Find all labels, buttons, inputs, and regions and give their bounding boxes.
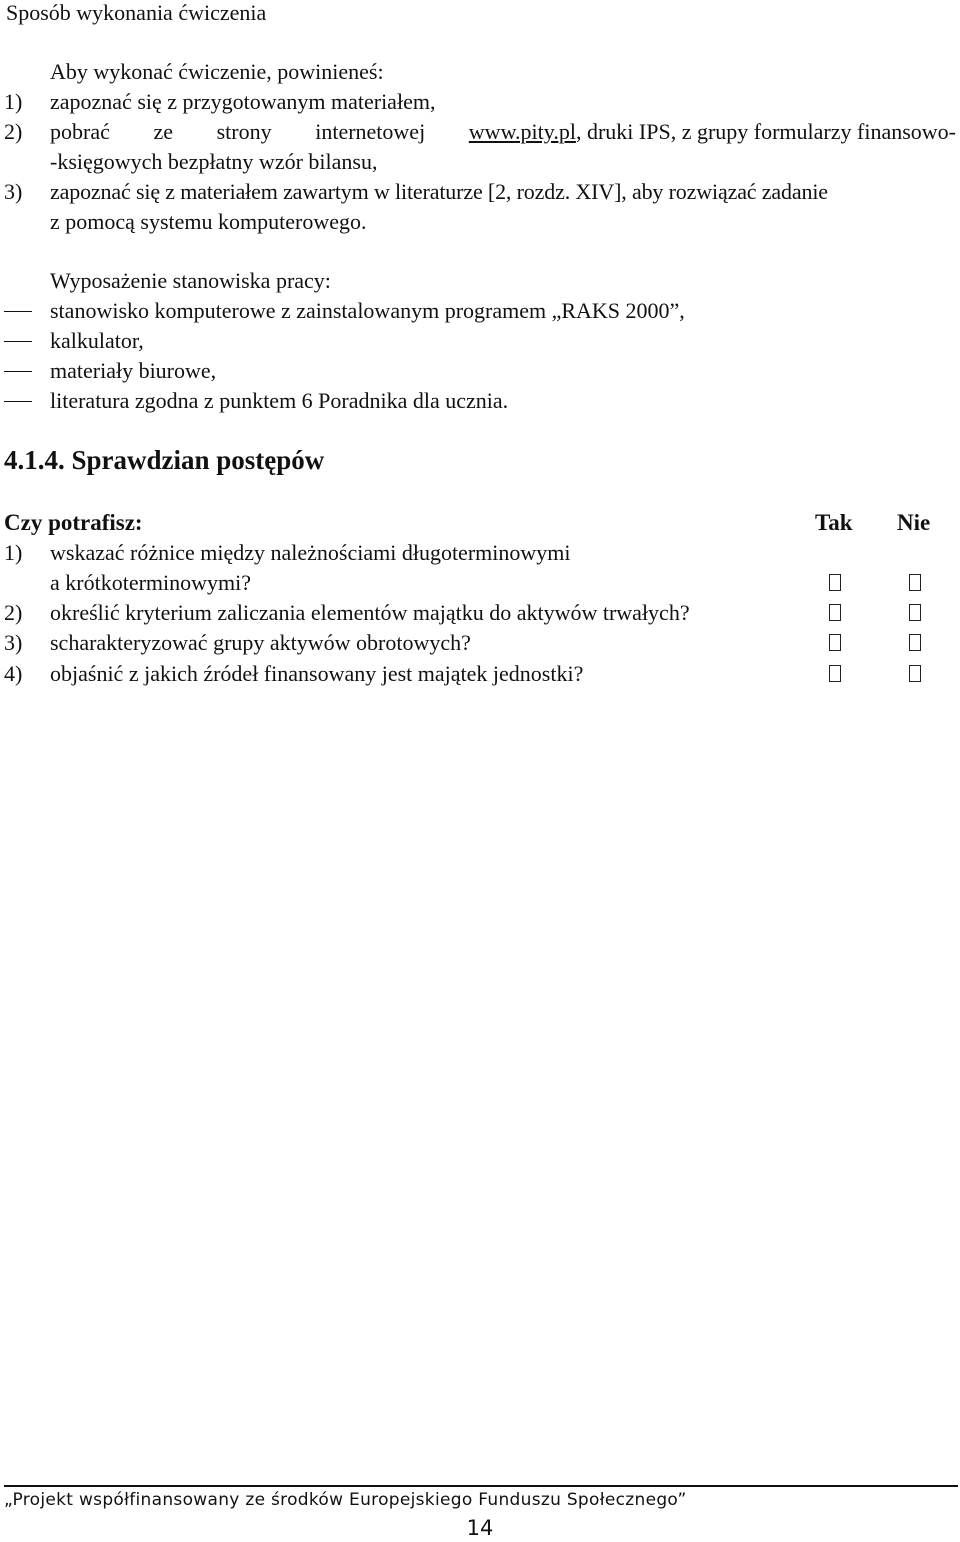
instructions-intro: Aby wykonać ćwiczenie, powinieneś: <box>50 59 384 84</box>
dash-bullet <box>4 401 32 402</box>
question-number: 1) <box>4 540 23 565</box>
step-number: 1) <box>4 89 23 114</box>
question-number: 2) <box>4 600 23 625</box>
equipment-item: materiały biurowe, <box>50 358 217 383</box>
equipment-item: literatura zgodna z punktem 6 Poradnika dla ucznia. <box>50 388 509 413</box>
question-text: objaśnić z jakich źródeł finansowany jest majątek jednostki? <box>50 661 584 686</box>
question-text: wskazać różnice między należnościami długoterminowymi <box>50 540 571 565</box>
page-number: 14 <box>466 1516 494 1540</box>
equipment-item: kalkulator, <box>50 328 144 353</box>
yes-checkbox[interactable] <box>829 665 841 682</box>
step-text-justified <box>50 117 956 147</box>
yes-checkbox[interactable] <box>829 634 841 651</box>
equipment-title: Wyposażenie stanowiska pracy: <box>50 268 331 293</box>
step-text: zapoznać się z materiałem zawartym w literaturze [2, rozdz. XIV], aby rozwiązać zadanie <box>50 179 828 204</box>
no-checkbox[interactable] <box>909 665 921 682</box>
question-text: scharakteryzować grupy aktywów obrotowych? <box>50 630 471 655</box>
no-checkbox[interactable] <box>909 604 921 621</box>
section-title: 4.1.4. Sprawdzian postępów <box>4 445 325 475</box>
column-yes-header: Tak <box>815 510 853 535</box>
footer-text: „Projekt współfinansowany ze środków Europejskiego Funduszu Społecznego” <box>4 1490 687 1510</box>
step-word: ze <box>153 119 173 144</box>
question-number: 3) <box>4 630 23 655</box>
step-continuation: z pomocą systemu komputerowego. <box>50 209 367 234</box>
step-word: pobrać <box>50 119 110 144</box>
dash-bullet <box>4 371 32 372</box>
yes-checkbox[interactable] <box>829 604 841 621</box>
column-no-header: Nie <box>897 510 931 535</box>
step-number: 3) <box>4 179 23 204</box>
question-text: określić kryterium zaliczania elementów majątku do aktywów trwałych? <box>50 600 690 625</box>
step-text: zapoznać się z przygotowanym materiałem, <box>50 89 436 114</box>
step-text-after-link: , druki IPS, z grupy formularzy finansowo- <box>575 119 956 144</box>
dash-bullet <box>4 341 32 342</box>
no-checkbox[interactable] <box>909 574 921 591</box>
no-checkbox[interactable] <box>909 634 921 651</box>
footer-divider <box>4 1485 958 1487</box>
question-header: Czy potrafisz: <box>4 510 143 535</box>
step-number: 2) <box>4 119 23 144</box>
step-word: internetowej <box>315 119 426 144</box>
step-word: strony <box>216 119 272 144</box>
exercise-heading: Sposób wykonania ćwiczenia <box>6 0 267 25</box>
dash-bullet <box>4 311 32 312</box>
question-number: 4) <box>4 661 23 686</box>
equipment-item: stanowisko komputerowe z zainstalowanym programem „RAKS 2000”, <box>50 298 685 323</box>
step-continuation: -księgowych bezpłatny wzór bilansu, <box>50 149 378 174</box>
yes-checkbox[interactable] <box>829 574 841 591</box>
question-continuation: a krótkoterminowymi? <box>50 570 252 595</box>
website-link[interactable]: www.pity.pl <box>468 119 576 144</box>
